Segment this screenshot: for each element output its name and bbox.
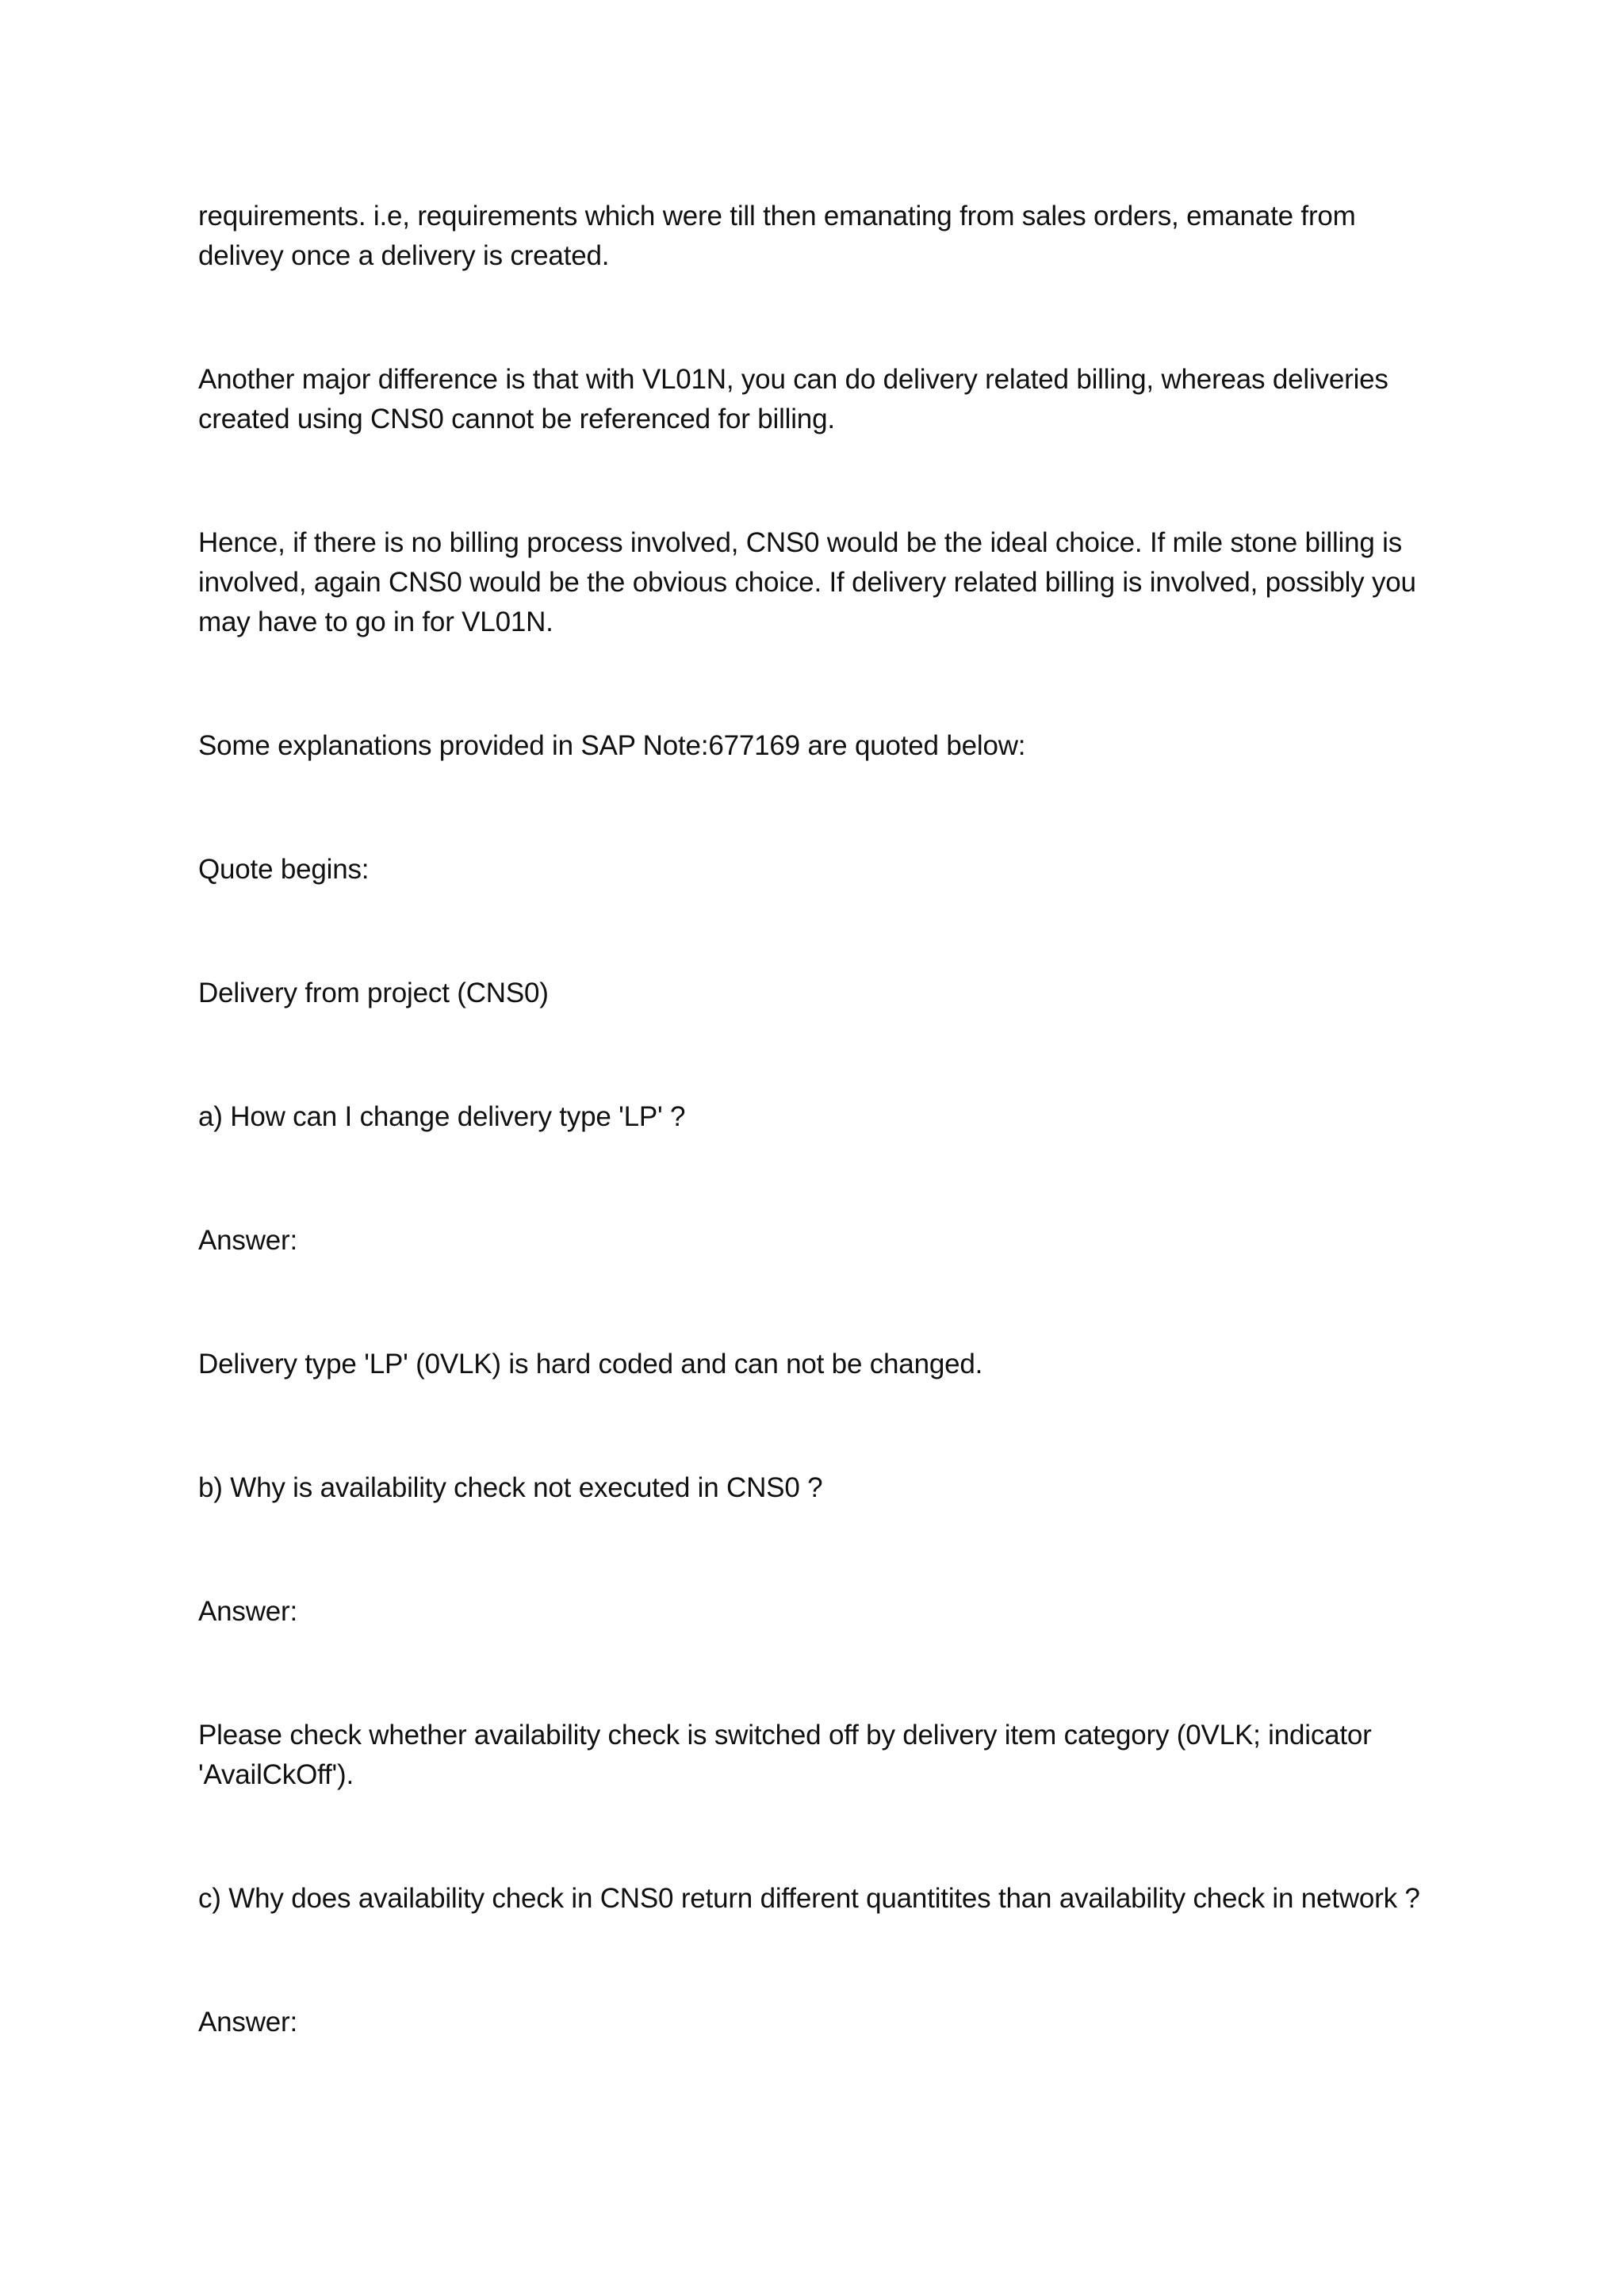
question-b: b) Why is availability check not executed in CNS0 ? <box>198 1472 823 1503</box>
answer-label-a: Answer: <box>198 1225 298 1256</box>
paragraph-sap-note: Some explanations provided in SAP Note:677169 are quoted below: <box>198 730 1026 761</box>
answer-label-c: Answer: <box>198 2007 298 2038</box>
paragraph-requirements: requirements. i.e, requirements which were till then emanating from sales orders, emanate from delivey once a delivery is created. <box>198 201 1356 271</box>
question-c: c) Why does availability check in CNS0 return different quantitites than availability check in network ? <box>198 1883 1420 1914</box>
answer-a: Delivery type 'LP' (0VLK) is hard coded and can not be changed. <box>198 1349 983 1380</box>
paragraph-quote-begins: Quote begins: <box>198 854 370 885</box>
document-body <box>198 197 1435 2042</box>
paragraph-delivery-from-project: Delivery from project (CNS0) <box>198 978 549 1008</box>
paragraph-vl01n-difference: Another major difference is that with VL01N, you can do delivery related billing, whereas deliveries created using CNS0 cannot be referenced for billing. <box>198 364 1388 434</box>
answer-b: Please check whether availability check is switched off by delivery item category (0VLK; indicator 'AvailCkOff'). <box>198 1720 1372 1790</box>
question-a: a) How can I change delivery type 'LP' ? <box>198 1101 686 1132</box>
answer-label-b: Answer: <box>198 1596 298 1627</box>
paragraph-cns0-choice: Hence, if there is no billing process involved, CNS0 would be the ideal choice. If mile stone billing is involved, again CNS0 would be the obvious choice. If delivery related billing is involved, possibly you may have to go in for VL01N. <box>198 527 1416 637</box>
